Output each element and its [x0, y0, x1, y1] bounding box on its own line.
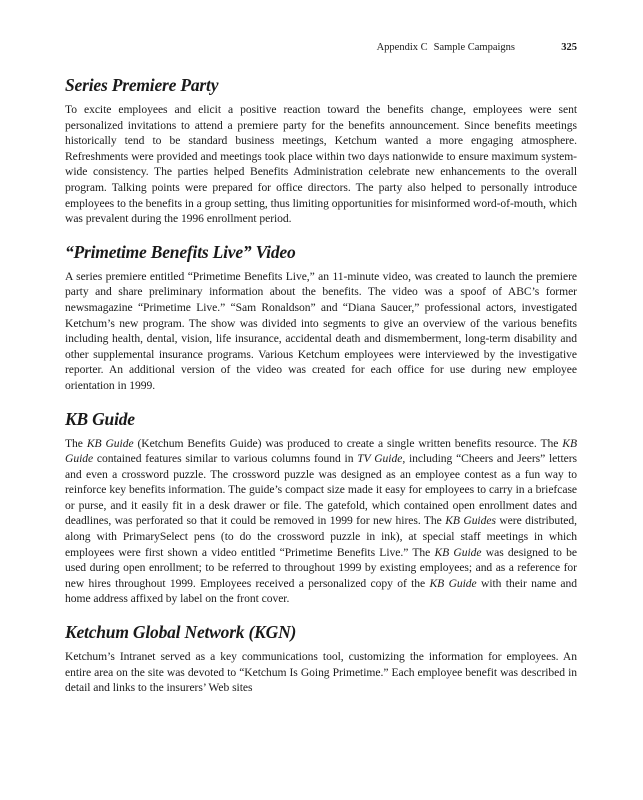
section-paragraph: To excite employees and elicit a positive reaction toward the benefits change, employees were sent personalized invitations to attend a premiere party for the benefits announcement. Since benefits meetings historically tend to be standard business meetings, Ketchum wanted a more engaging atmosphere. Refreshments were provided and meetings took place within two days nationwide to ensure maximum system-wide consistency. The parties helped Benefits Administration celebrate new enhancements to the overall program. Talking points were prepared for office directors. The party also helped to personally introduce employees to the benefits in a group setting, thus limiting opportunities for misinformed word-of-mouth, which was prevalent during the 1996 enrollment period.	[65, 103, 577, 226]
section-paragraph: Ketchum’s Intranet served as a key communications tool, customizing the information for employees. An entire area on the site was devoted to “Ketchum Is Going Primetime.” Each employee benefit was described in detail and links to the insurers’ Web sites	[65, 650, 577, 695]
text-run: with their name and home address affixed by label on the front cover.	[65, 576, 577, 606]
section-heading: Ketchum Global Network (KGN)	[65, 622, 297, 643]
text-run: contained features similar to various columns found in	[93, 452, 358, 466]
section-kgn	[65, 621, 577, 696]
page-content	[65, 74, 577, 710]
italic-title: TV Guide,	[357, 452, 406, 466]
section-series-premiere-party	[65, 74, 577, 227]
section-primetime-video	[65, 241, 577, 394]
section-paragraph	[65, 436, 577, 608]
text-run: including “Cheers and Jeers” letters and even a crossword puzzle. The crossword puzzle was designed as an employee contest as a fun way to reinforce key benefits information. The guide’s compact size made it easy for employees to carry in a briefcase or purse, and it easily fit in a desk drawer or file. The gatefold, which contained open enrollment dates and deadlines, was perforated so that it could be removed in 1999 for new hires. The	[65, 452, 577, 528]
italic-title: KB Guide	[434, 545, 482, 559]
running-head-appendix: Appendix C	[376, 42, 428, 53]
italic-title: KB Guide	[429, 576, 477, 590]
italic-title: KB Guide	[86, 436, 134, 450]
text-run: The	[65, 436, 87, 450]
italic-title: KB Guide	[65, 436, 577, 466]
section-paragraph: A series premiere entitled “Primetime Benefits Live,” an 11-minute video, was created to launch the premiere party and share preliminary information about the benefits. The video was a spoof of ABC’s former newsmagazine “Primetime Live.” “Sam Ronaldson” and “Diana Saucer,” professional actors, investigated Ketchum’s new program. The show was divided into segments to give an overview of the various benefits including health, dental, vision, life insurance, accidental death and dismemberment, long-term disability and other supplemental insurance programs. Various Ketchum employees were interviewed by the investigative reporter. An additional version of the video was created for each office for use during new employee orientation in 1999.	[65, 269, 577, 392]
section-heading: Series Premiere Party	[65, 75, 219, 95]
text-run: were distributed, along with PrimarySelect pens (to do the crossword puzzle in ink), at special staff meetings in which employees were first shown a video entitled “Primetime Benefits Live.” The	[65, 514, 577, 559]
running-head-text	[377, 42, 515, 53]
running-head-title: Sample Campaigns	[433, 42, 515, 53]
section-kb-guide	[65, 408, 577, 608]
section-heading: KB Guide	[65, 408, 135, 429]
running-head	[65, 42, 577, 56]
page-number: 325	[561, 42, 577, 53]
text-run: (Ketchum Benefits Guide) was produced to create a single written benefits resource. The	[133, 436, 563, 450]
italic-title: KB Guides	[445, 514, 496, 528]
text-run: was designed to be used during open enrollment; to be referred to throughout 1999 by existing employees; and as a reference for new hires throughout 1999. Employees received a personalized copy of the	[65, 545, 577, 590]
section-heading: “Primetime Benefits Live” Video	[65, 241, 296, 262]
